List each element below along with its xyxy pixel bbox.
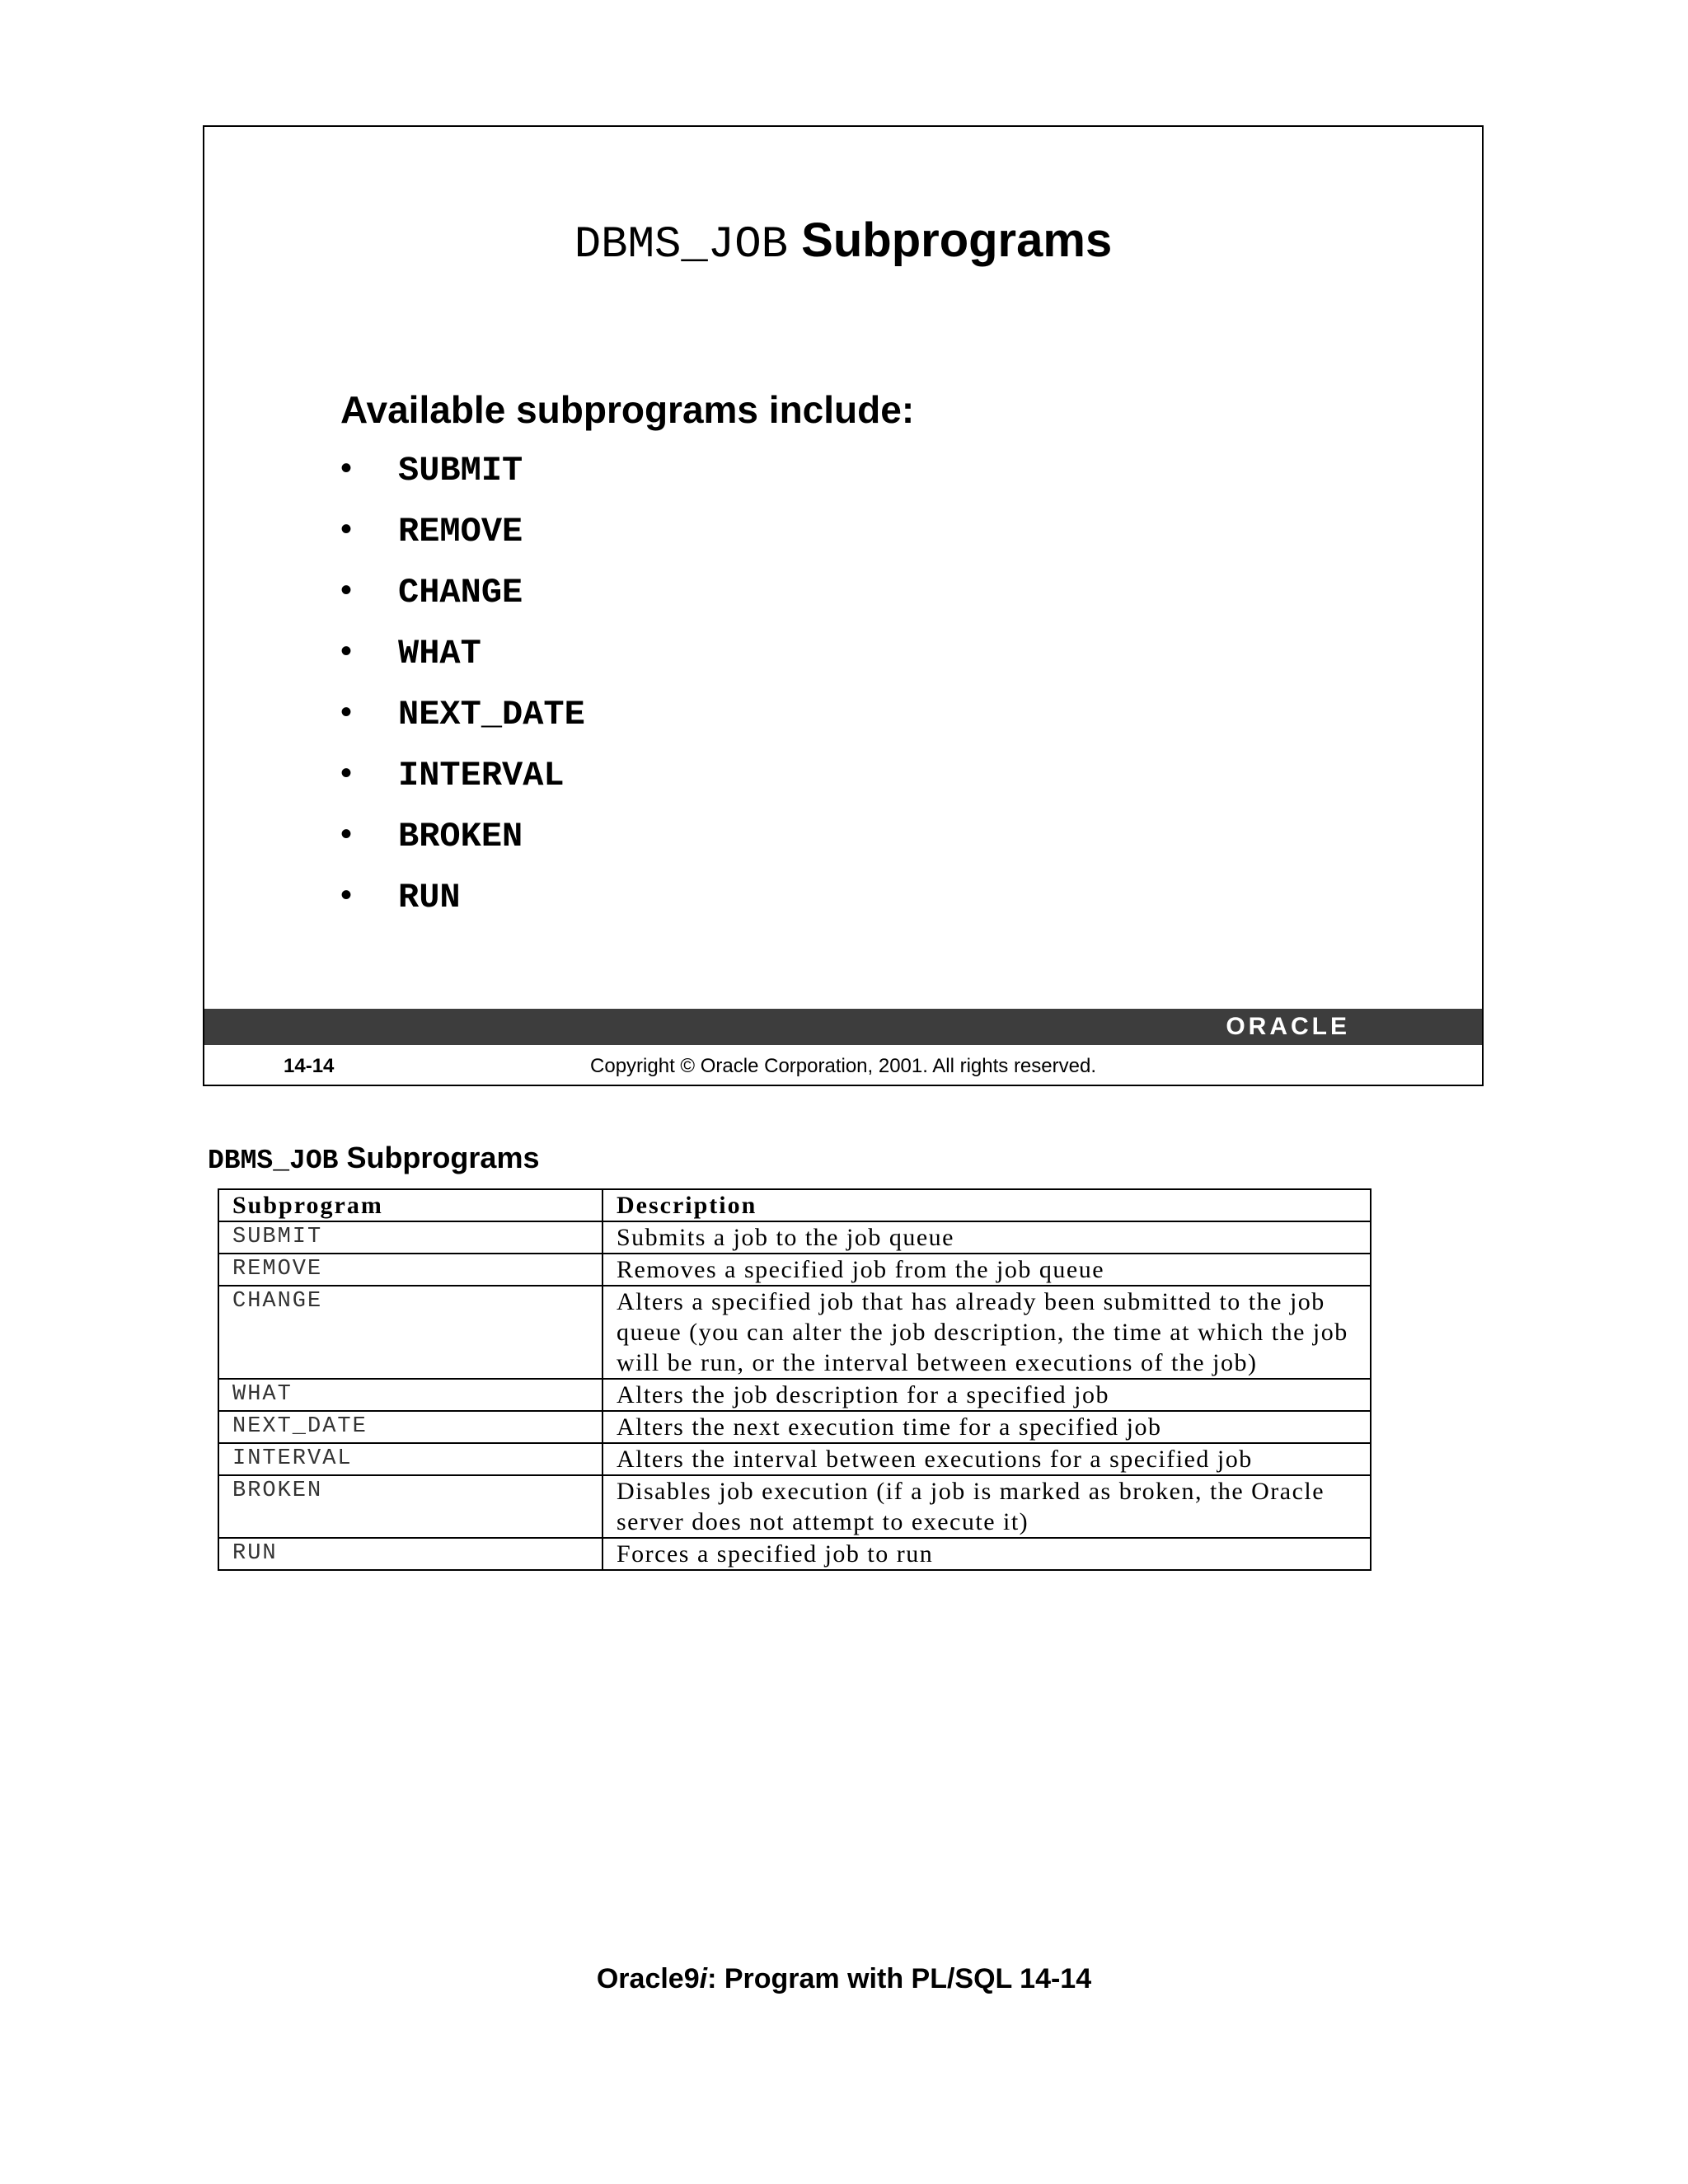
header-description: Description [603, 1189, 1371, 1221]
subprogram-cell: NEXT_DATE [218, 1411, 603, 1443]
description-cell: Disables job execution (if a job is marked as broken, the Oracle server does not attempt to execute it) [603, 1475, 1371, 1538]
bullet-icon: • [340, 450, 353, 486]
table-row [218, 1443, 1371, 1475]
table-row [218, 1475, 1371, 1538]
bullet-icon: • [340, 572, 353, 608]
slide-title [204, 213, 1482, 270]
subprogram-bullet-list [340, 448, 585, 936]
slide-title-code: DBMS_JOB [574, 220, 789, 270]
bullet-icon: • [340, 633, 353, 669]
subprogram-cell: INTERVAL [218, 1443, 603, 1475]
oracle-logo: ORACLE [1226, 1013, 1350, 1040]
description-cell: Alters the interval between executions for a specified job [603, 1443, 1371, 1475]
bullet-text: NEXT_DATE [398, 695, 585, 734]
bullet-text: BROKEN [398, 817, 523, 856]
copyright-text: Copyright © Oracle Corporation, 2001. All rights reserved. [590, 1055, 1096, 1077]
description-cell: Alters a specified job that has already been submitted to the job queue (you can alter the job description, the time at which the job will be run, or the interval between executions of the job) [603, 1286, 1371, 1379]
subprogram-cell: SUBMIT [218, 1221, 603, 1254]
bullet-item [340, 448, 585, 509]
notes-title [208, 1141, 539, 1176]
table-row [218, 1254, 1371, 1286]
bullet-icon: • [340, 755, 353, 791]
subprogram-cell: WHAT [218, 1379, 603, 1411]
description-cell: Alters the next execution time for a specified job [603, 1411, 1371, 1443]
description-cell: Alters the job description for a specified job [603, 1379, 1371, 1411]
bullet-item [340, 509, 585, 570]
subprogram-cell: RUN [218, 1538, 603, 1570]
bullet-icon: • [340, 877, 353, 913]
page-footer-italic: i [699, 1963, 708, 1994]
page-footer-suffix: : Program with PL/SQL 14-14 [707, 1963, 1092, 1994]
bullet-item [340, 814, 585, 875]
slide-number: 14-14 [284, 1055, 335, 1077]
bullet-text: REMOVE [398, 512, 523, 551]
bullet-text: INTERVAL [398, 756, 565, 795]
bullet-icon: • [340, 511, 353, 547]
bullet-item [340, 875, 585, 936]
subprogram-table [218, 1188, 1372, 1571]
page-footer-prefix: Oracle9 [596, 1963, 700, 1994]
table-row [218, 1221, 1371, 1254]
table-row [218, 1411, 1371, 1443]
notes-title-code: DBMS_JOB [208, 1146, 339, 1176]
bullet-text: RUN [398, 878, 461, 917]
subprogram-cell: CHANGE [218, 1286, 603, 1379]
bullet-item [340, 753, 585, 814]
table-row [218, 1538, 1371, 1570]
page-footer [0, 1963, 1688, 1995]
description-cell: Removes a specified job from the job queue [603, 1254, 1371, 1286]
bullet-item [340, 692, 585, 753]
table-row [218, 1286, 1371, 1379]
bullet-text: SUBMIT [398, 451, 523, 490]
bullet-text: CHANGE [398, 573, 523, 612]
notes-title-text: Subprograms [338, 1141, 540, 1174]
subprogram-cell: BROKEN [218, 1475, 603, 1538]
table-header-row [218, 1189, 1371, 1221]
description-cell: Forces a specified job to run [603, 1538, 1371, 1570]
bullet-item [340, 631, 585, 692]
bullet-icon: • [340, 694, 353, 730]
slide [203, 125, 1484, 1086]
bullet-text: WHAT [398, 634, 481, 673]
bullet-item [340, 570, 585, 631]
table-row [218, 1379, 1371, 1411]
bullet-icon: • [340, 816, 353, 852]
slide-footer-bar [204, 1009, 1482, 1045]
slide-title-text: Subprograms [788, 213, 1113, 267]
subprogram-cell: REMOVE [218, 1254, 603, 1286]
slide-intro: Available subprograms include: [340, 388, 915, 431]
header-subprogram: Subprogram [218, 1189, 603, 1221]
description-cell: Submits a job to the job queue [603, 1221, 1371, 1254]
